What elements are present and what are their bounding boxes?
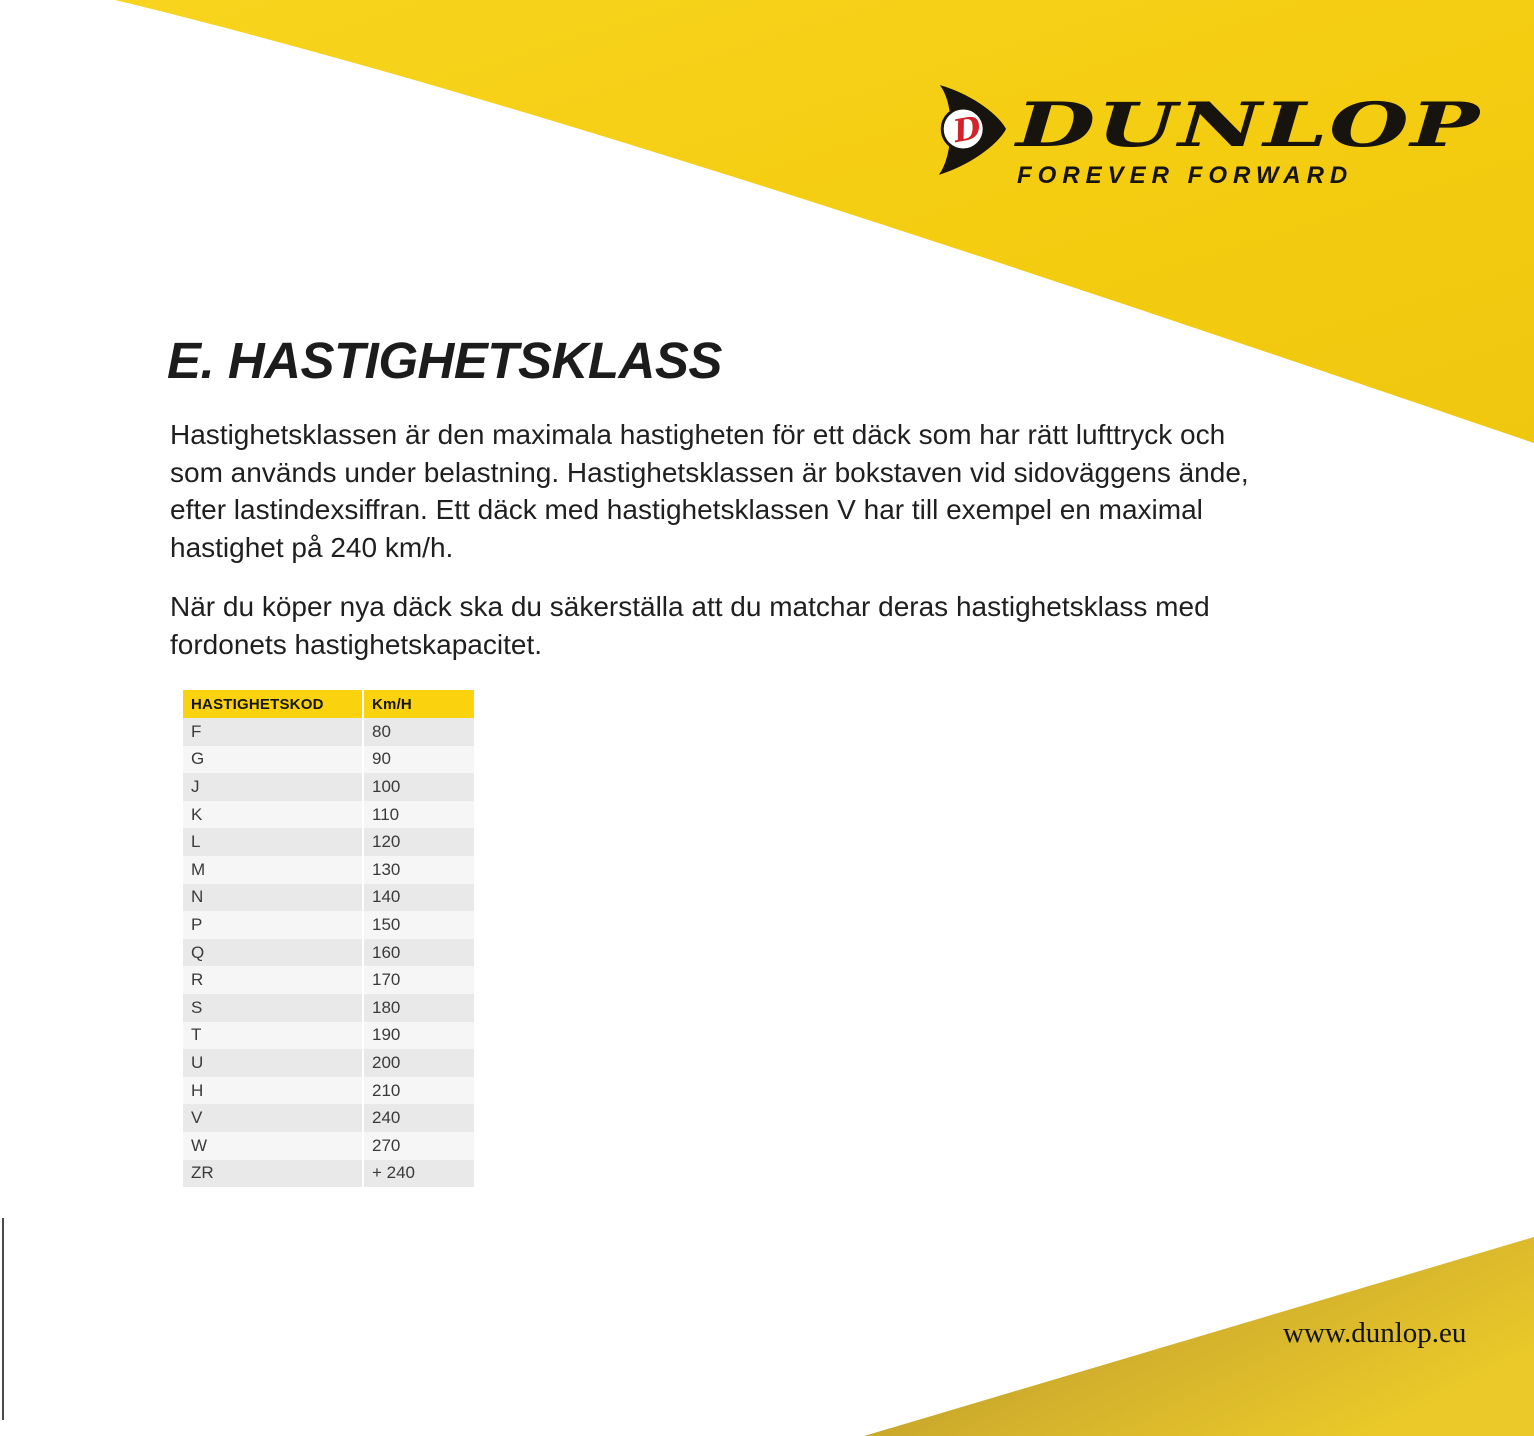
speed-code-cell: M — [191, 859, 206, 879]
speed-kmh-cell: 100 — [362, 773, 472, 801]
speed-code-cell: V — [191, 1108, 203, 1128]
speed-kmh-cell: 240 — [362, 1104, 472, 1132]
speed-code-cell: U — [191, 1052, 204, 1072]
speed-code-cell: G — [191, 749, 205, 769]
speed-table-body — [183, 718, 474, 1187]
paragraph-line: När du köper nya däck ska du säkerställa att du matchar deras hastighetsklass med — [170, 591, 1210, 622]
speed-kmh-cell: 200 — [362, 1049, 472, 1077]
speed-kmh-cell: 110 — [362, 801, 472, 829]
table-row — [183, 746, 474, 774]
paragraph-speed-class — [170, 416, 1380, 566]
page-edge-line — [2, 1218, 4, 1420]
table-row — [183, 718, 474, 746]
table-row — [183, 1132, 474, 1160]
flying-d-emblem-icon — [933, 83, 1009, 177]
paragraph-line: fordonets hastighetskapacitet. — [170, 628, 543, 660]
speed-kmh-cell: 90 — [362, 746, 472, 774]
speed-kmh-cell: 80 — [362, 718, 472, 746]
speed-kmh-cell: 140 — [362, 884, 472, 912]
table-row — [183, 773, 474, 801]
table-row — [183, 939, 474, 967]
website-url: www.dunlop.eu — [1283, 1317, 1467, 1349]
speed-code-cell: F — [191, 721, 202, 741]
table-row — [183, 884, 474, 912]
table-header-kmh: Km/H — [362, 690, 472, 718]
table-header-row — [183, 690, 474, 718]
speed-code-cell: Q — [191, 942, 205, 962]
speed-code-cell: S — [191, 997, 203, 1017]
speed-class-table — [183, 690, 474, 1187]
speed-code-cell: J — [191, 776, 200, 796]
speed-kmh-cell: 270 — [362, 1132, 472, 1160]
speed-kmh-cell: 180 — [362, 994, 472, 1022]
table-row — [183, 1049, 474, 1077]
table-row — [183, 801, 474, 829]
speed-code-cell: ZR — [191, 1163, 214, 1183]
speed-kmh-cell: 170 — [362, 966, 472, 994]
table-header-speed-code: HASTIGHETSKOD — [191, 695, 324, 713]
speed-code-cell: L — [191, 832, 201, 852]
speed-kmh-cell: 210 — [362, 1077, 472, 1105]
table-row — [183, 1160, 474, 1188]
speed-kmh-cell: 160 — [362, 939, 472, 967]
paragraph-line: efter lastindexsiffran. Ett däck med hastighetsklassen V har till exempel en maximal — [170, 494, 1203, 525]
speed-kmh-cell: 150 — [362, 911, 472, 939]
speed-code-cell: K — [191, 804, 203, 824]
speed-code-cell: W — [191, 1135, 208, 1155]
speed-kmh-cell: 130 — [362, 856, 472, 884]
table-row — [183, 994, 474, 1022]
paragraph-line: som används under belastning. Hastighetsklassen är bokstaven vid sidoväggens ände, — [170, 456, 1249, 488]
table-row — [183, 828, 474, 856]
paragraph-line: Hastighetsklassen är den maximala hastigheten för ett däck som har rätt lufttryck och — [170, 419, 1226, 450]
speed-code-cell: R — [191, 970, 204, 990]
table-row — [183, 966, 474, 994]
paragraph-buying-advice — [170, 588, 1380, 663]
dunlop-logo — [933, 83, 1481, 203]
table-row — [183, 1022, 474, 1050]
speed-code-cell: P — [191, 914, 203, 934]
paragraph-line: hastighet på 240 km/h. — [170, 531, 454, 563]
speed-kmh-cell: + 240 — [362, 1160, 472, 1188]
table-row — [183, 856, 474, 884]
brand-tagline: FOREVER FORWARD — [1017, 162, 1354, 189]
speed-kmh-cell: 120 — [362, 828, 472, 856]
table-row — [183, 1104, 474, 1132]
emblem-letter: D — [950, 109, 984, 151]
speed-code-cell: T — [191, 1025, 202, 1045]
table-row — [183, 911, 474, 939]
speed-code-cell: N — [191, 887, 204, 907]
table-row — [183, 1077, 474, 1105]
brand-wordmark: DUNLOP — [1016, 90, 1481, 161]
page-title: E. HASTIGHETSKLASS — [167, 332, 722, 389]
speed-kmh-cell: 190 — [362, 1022, 472, 1050]
speed-code-cell: H — [191, 1080, 204, 1100]
